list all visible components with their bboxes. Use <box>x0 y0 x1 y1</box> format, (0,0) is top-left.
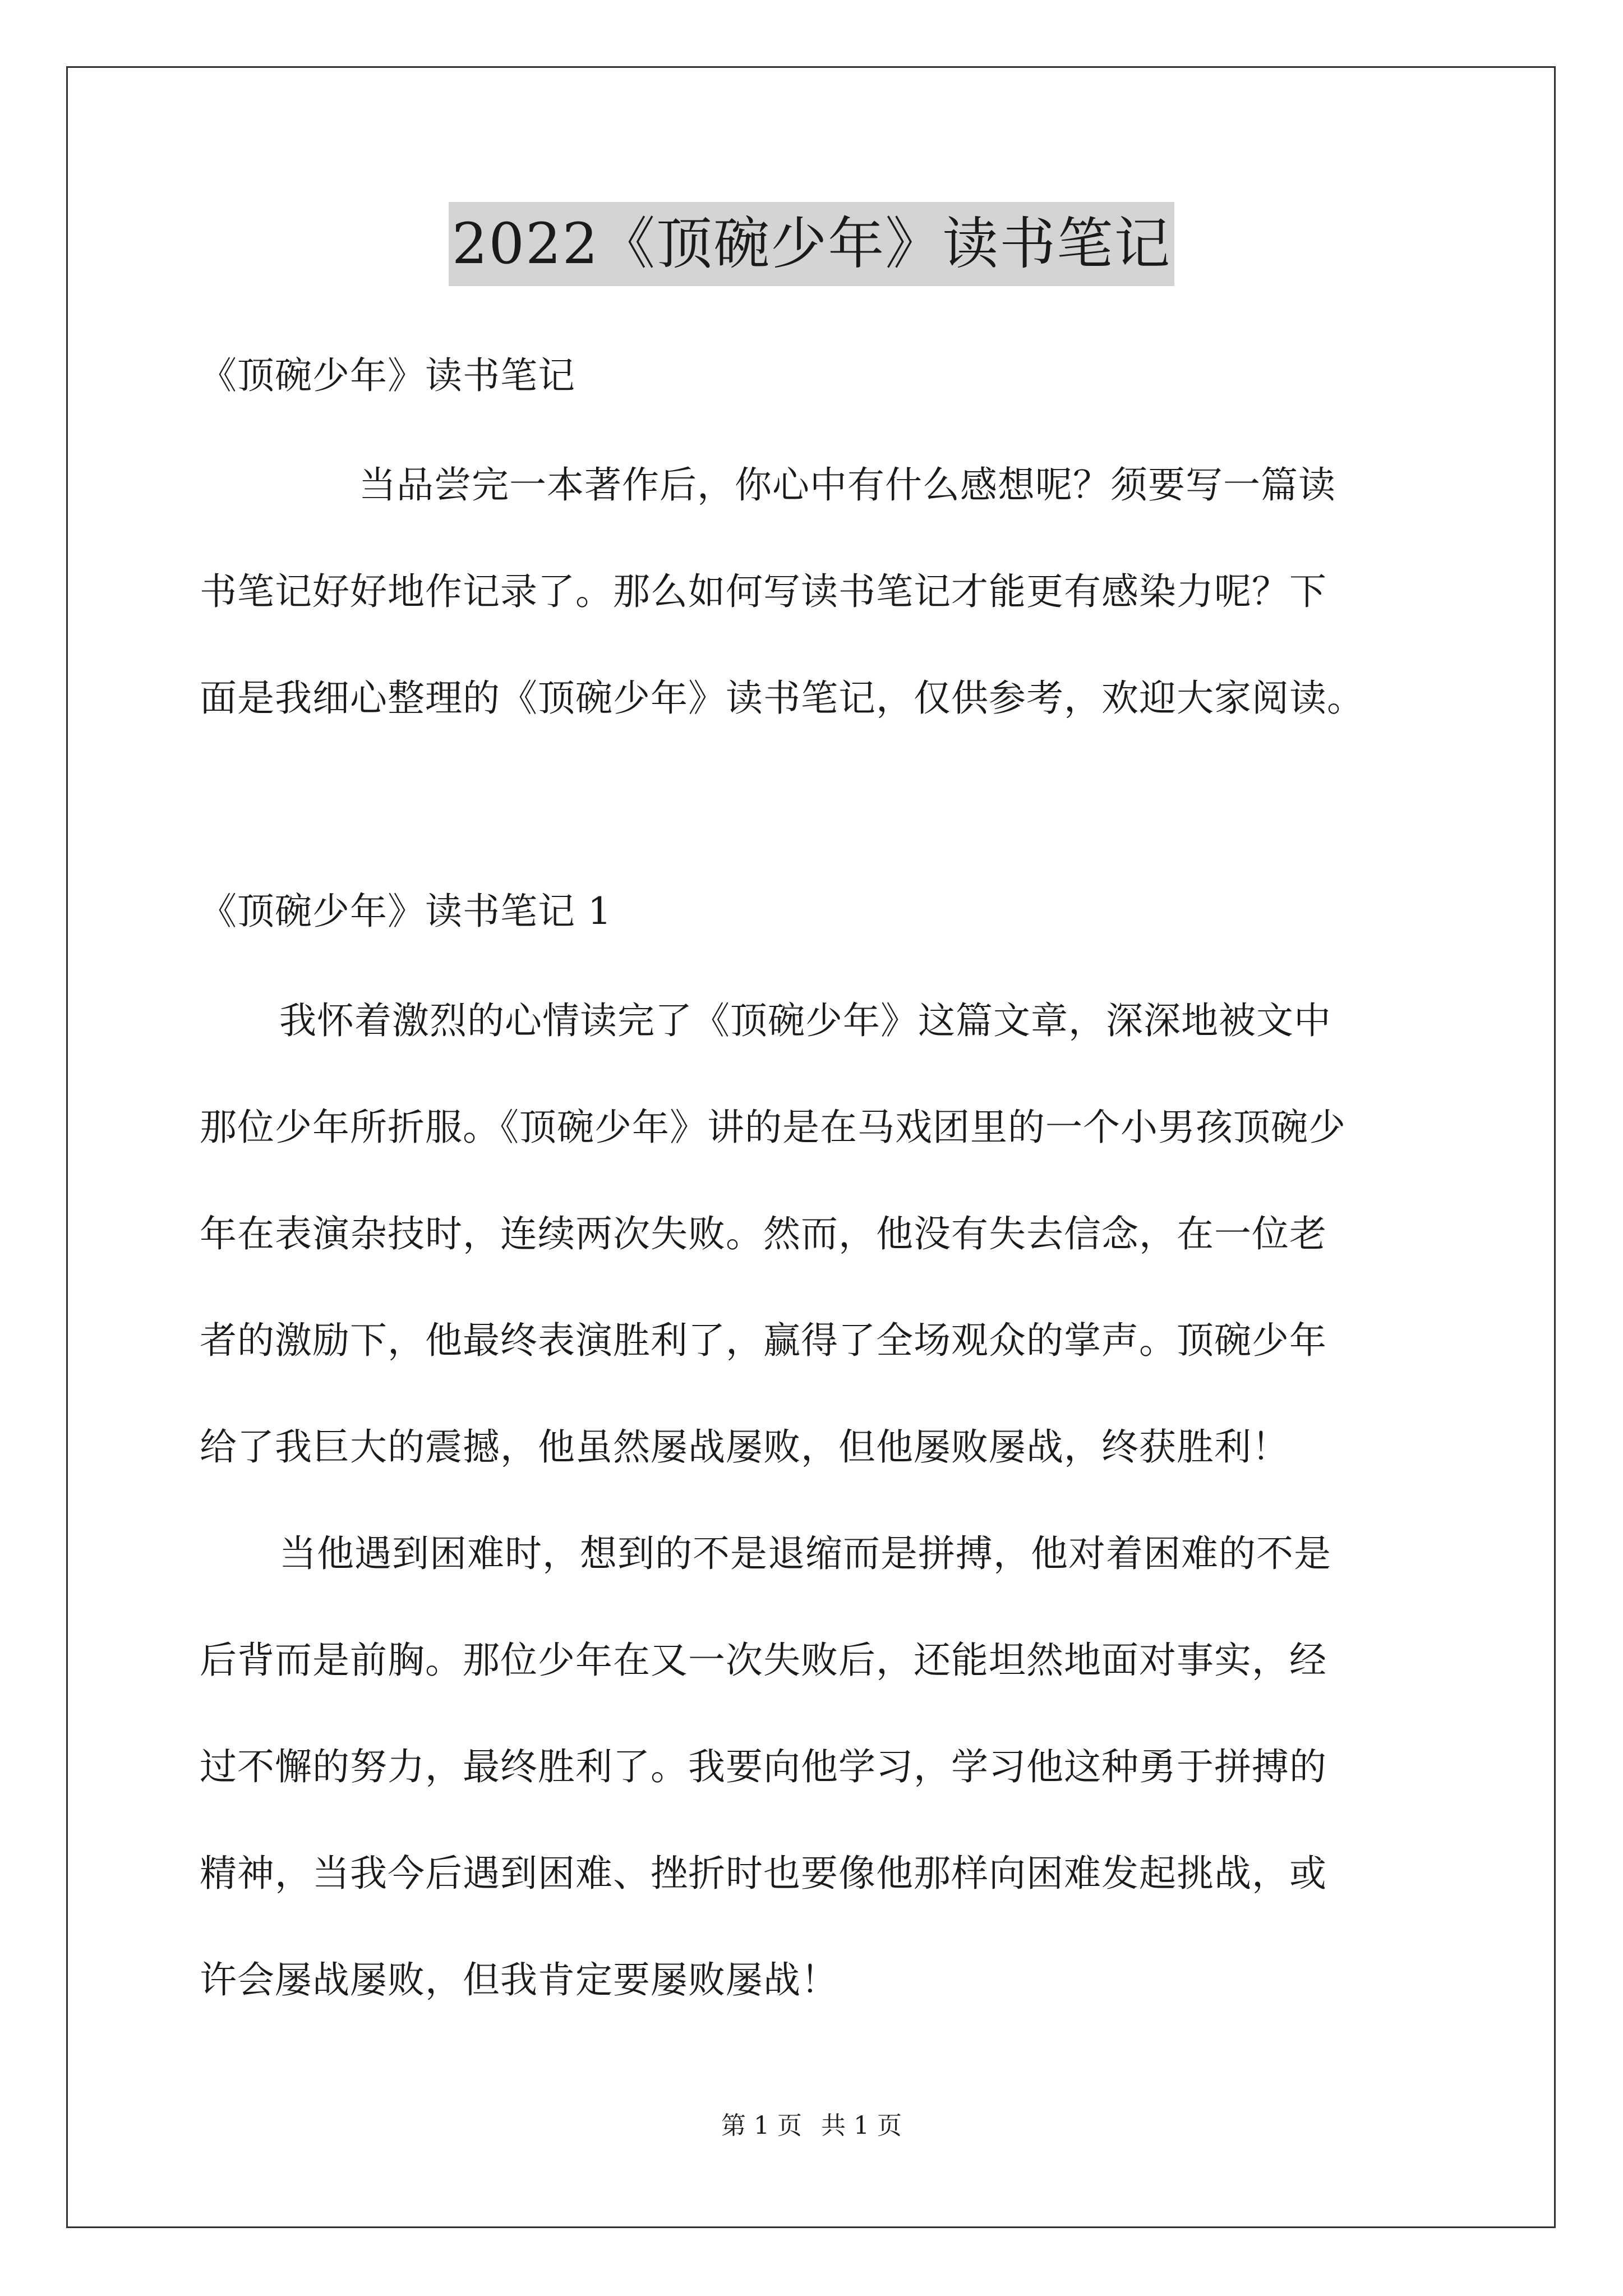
paragraph-line: 精神，当我今后遇到困难、挫折时也要像他那样向困难发起挑战，或 <box>200 1852 1327 1895</box>
title-container <box>0 202 1623 286</box>
intro-line: 书笔记好好地作记录了。那么如何写读书笔记才能更有感染力呢？下 <box>200 570 1327 613</box>
paragraph-line: 那位少年所折服。《顶碗少年》讲的是在马戏团里的一个小男孩顶碗少 <box>200 1106 1346 1149</box>
page-total: 共 1 页 <box>821 2111 902 2140</box>
paragraph-line: 我怀着激烈的心情读完了《顶碗少年》这篇文章，深深地被文中 <box>279 999 1331 1042</box>
paragraph-line: 过不懈的努力，最终胜利了。我要向他学习，学习他这种勇于拼搏的 <box>200 1745 1327 1788</box>
document-title: 2022《顶碗少年》读书笔记 <box>449 202 1175 286</box>
page-footer <box>0 2109 1623 2143</box>
paragraph-line: 年在表演杂技时，连续两次失败。然而，他没有失去信念，在一位老 <box>200 1212 1327 1255</box>
paragraph-line: 当他遇到困难时，想到的不是退缩而是拼搏，他对着困难的不是 <box>279 1532 1331 1575</box>
paragraph-line: 后背而是前胸。那位少年在又一次失败后，还能坦然地面对事实，经 <box>200 1639 1327 1682</box>
intro-line: 当品尝完一本著作后，你心中有什么感想呢？须要写一篇读 <box>359 463 1336 507</box>
page-number: 第 1 页 <box>721 2111 802 2140</box>
paragraph-line: 许会屡战屡败，但我肯定要屡败屡战！ <box>200 1958 838 2001</box>
section-heading: 《顶碗少年》读书笔记 1 <box>200 890 612 933</box>
paragraph-line: 给了我巨大的震撼，他虽然屡战屡败，但他屡败屡战，终获胜利！ <box>200 1425 1289 1469</box>
paragraph-line: 者的激励下，他最终表演胜利了，赢得了全场观众的掌声。顶碗少年 <box>200 1319 1327 1362</box>
subheading: 《顶碗少年》读书笔记 <box>200 354 575 397</box>
intro-line: 面是我细心整理的《顶碗少年》读书笔记，仅供参考，欢迎大家阅读。 <box>200 677 1364 720</box>
